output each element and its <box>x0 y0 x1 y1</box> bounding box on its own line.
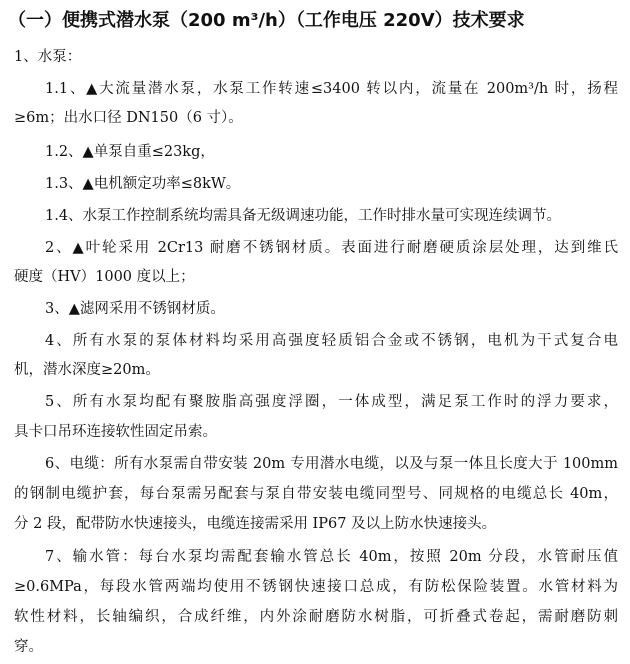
heading-pump: 1、水泵： <box>14 49 82 65</box>
para-4-line1: 4、所有水泵的泵体材料均采用高强度轻质铝合金或不锈钢，电机为干式复合电 <box>45 333 618 349</box>
para-6-line2: 的钢制电缆护套，每台泵需另配套与泵自带安装电缆同型号、同规格的电缆总长 40m， <box>14 486 618 502</box>
para-2-line1: 2、▲叶轮采用 2Cr13 耐磨不锈钢材质。表面进行耐磨硬质涂层处理，达到维氏 <box>45 240 618 256</box>
para-5-line1: 5、所有水泵均配有聚胺脂高强度浮圈，一体成型，满足泵工作时的浮力要求， <box>45 394 618 410</box>
para-7-line3: 软性材料，长轴编织，合成纤维，内外涂耐磨防水树脂，可折叠式卷起，需耐磨防刺 <box>14 609 618 625</box>
para-1-1-line1: 1.1、▲大流量潜水泵，水泵工作转速≤3400 转以内，流量在 200m³/h 时，扬程 <box>45 81 618 97</box>
para-6-line3: 分 2 段，配带防水快速接头，电缆连接需采用 IP67 及以上防水快速接头。 <box>14 516 497 532</box>
para-3: 3、▲滤网采用不锈钢材质。 <box>45 301 225 317</box>
para-5-line2: 具卡口吊环连接软性固定吊索。 <box>14 424 217 440</box>
para-1-2: 1.2、▲单泵自重≤23kg， <box>45 144 215 160</box>
para-2-line2: 硬度（HV）1000 度以上； <box>14 269 195 285</box>
para-7-line2: ≥0.6MPa，每段水管两端均使用不锈钢快速接口总成，有防松保险装置。水管材料为 <box>14 579 618 595</box>
para-6-line1: 6、电缆：所有水泵需自带安装 20m 专用潜水电缆，以及与泵一体且长度大于 100mm <box>45 456 618 472</box>
para-7-line4: 穿。 <box>14 639 43 655</box>
para-1-3: 1.3、▲电机额定功率≤8kW。 <box>45 176 241 192</box>
section-title: （一）便携式潜水泵（200 m³/h）（工作电压 220V）技术要求 <box>8 10 525 31</box>
para-4-line2: 机，潜水深度≥20m。 <box>14 362 160 378</box>
para-1-4: 1.4、水泵工作控制系统均需具备无级调速功能，工作时排水量可实现连续调节。 <box>45 208 562 224</box>
para-7-line1: 7、输水管：每台水泵均需配套输水管总长 40m，按照 20m 分段，水管耐压值 <box>45 549 618 565</box>
para-1-1-line2: ≥6m；出水口径 DN150（6 寸）。 <box>14 110 243 126</box>
